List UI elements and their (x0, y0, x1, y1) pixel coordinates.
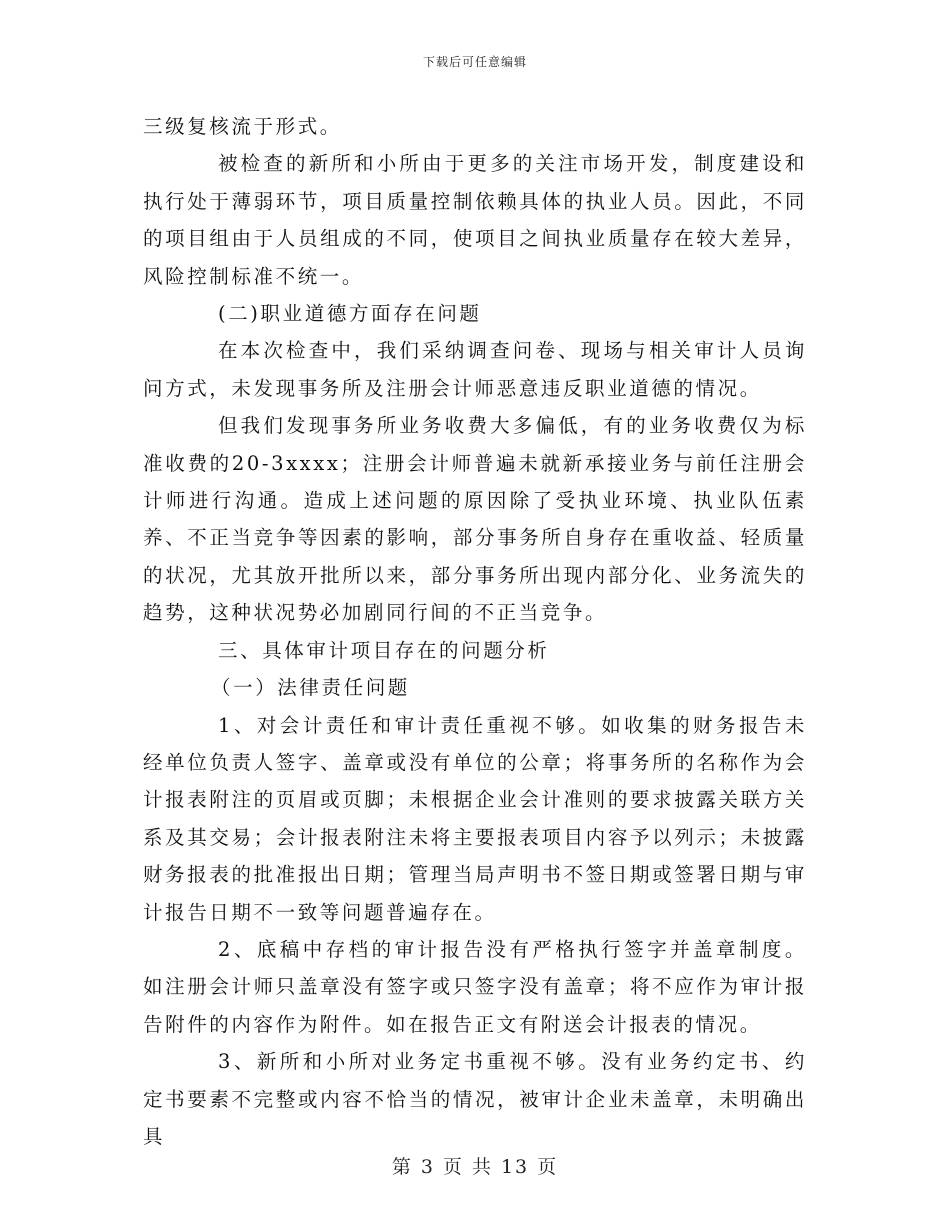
page-number: 3 (420, 1156, 435, 1178)
section-heading: (二)职业道德方面存在问题 (218, 302, 482, 326)
page-header: 下载后可任意编辑 (422, 55, 527, 69)
list-item-paragraph: 3、新所和小所对业务定书重视不够。没有业务约定书、约定书要素不完整或内容不恰当的情况，被审计企业未盖章，未明确出具 (143, 1050, 807, 1148)
section-heading: 三、具体审计项目存在的问题分析 (218, 638, 550, 662)
footer-middle: 页 共 (442, 1156, 493, 1178)
paragraph: 被检查的新所和小所由于更多的关注市场开发，制度建设和执行处于薄弱环节，项目质量控制依赖具体的执业人员。因此，不同的项目组由于人员组成的不同，使项目之间执业质量存在较大差异，风险控制标准不统一。 (143, 152, 807, 288)
page-footer (0, 1152, 950, 1179)
document-body (143, 108, 807, 1155)
footer-suffix: 页 (537, 1156, 559, 1178)
total-pages: 13 (500, 1156, 530, 1178)
paragraph: 在本次检查中，我们采纳调查问卷、现场与相关审计人员询问方式，未发现事务所及注册会计师恶意违反职业道德的情况。 (143, 339, 807, 400)
list-item-paragraph: 1、对会计责任和审计责任重视不够。如收集的财务报告未经单位负责人签字、盖章或没有单位的公章；将事务所的名称作为会计报表附注的页眉或页脚；未根据企业会计准则的要求披露关联方关系及其交易；会计报表附注未将主要报表项目内容予以列示；未披露财务报表的批准报出日期；管理当局声明书不签日期或签署日期与审计报告日期不一致等问题普遍存在。 (143, 713, 807, 924)
paragraph-continuation: 三级复核流于形式。 (143, 115, 342, 138)
paragraph: 但我们发现事务所业务收费大多偏低，有的业务收费仅为标准收费的20-3xxxx；注册会计师普遍未就新承接业务与前任注册会计师进行沟通。造成上述问题的原因除了受执业环境、执业队伍素养、不正当竞争等因素的影响，部分事务所自身存在重收益、轻质量的状况，尤其放开批所以来，部分事务所出现内部分化、业务流失的趋势，这种状况势必加剧同行间的不正当竞争。 (143, 414, 807, 625)
footer-prefix: 第 (391, 1156, 413, 1178)
list-item-paragraph: 2、底稿中存档的审计报告没有严格执行签字并盖章制度。如注册会计师只盖章没有签字或只签字没有盖章；将不应作为审计报告附件的内容作为附件。如在报告正文有附送会计报表的情况。 (143, 937, 807, 1036)
subsection-heading: （一）法律责任问题 (211, 676, 410, 700)
